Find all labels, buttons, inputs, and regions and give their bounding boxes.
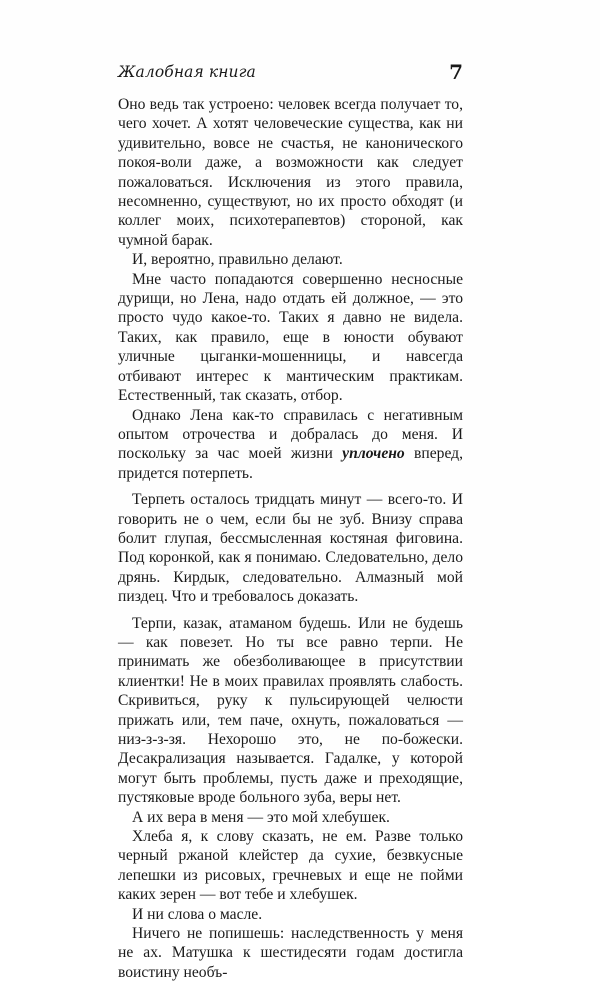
running-head [118,60,463,87]
paragraph: И, вероятно, правильно делают. [132,251,343,269]
paragraph-text: Однако Лена как-то справилась с негативным опытом отрочества и добралась до меня. И поскольку за час моей жизни [118,406,463,463]
paragraph: И ни слова о масле. [132,905,263,923]
paragraph: Оно ведь так устроено: человек всегда получает то, чего хочет. А хотят человеческие существа, как ни удивительно, вовсе не счастья, не канонического покоя-воли даже, а возможности как следует пожаловаться. Исключения из этого правила, несомненно, существуют, но их просто обходят (и коллег моих, психотерапевтов) стороной, как чумной барак. [118,96,463,249]
paragraph: Терпи, казак, атаманом будешь. Или не будешь — как повезет. Но ты все равно терпи. Не принимать же обезболивающее в присутствии клиентки! Не в моих правилах проявлять слабость. Скривиться, руку к пульсирующей челюсти прижать или, тем паче, охнуть, пожаловаться — низ-з-з-зя. Нехорошо это, не по-божески. Десакрализация называется. Гадалке, у которой могут быть проблемы, пусть даже и преходящие, пустяковые вроде больного зуба, веры нет. [118,614,463,807]
body-text [118,95,463,982]
paragraph: Хлеба я, к слову сказать, не ем. Разве только черный ржаной клейстер да сухие, безвкусные лепешки из рисовых, гречневых и еще не пойми каких зерен — вот тебе и хлебушек. [118,828,463,904]
emphasized-word: уплочено [342,445,405,463]
paragraph-with-emphasis [118,406,463,484]
page-number: 7 [449,60,463,84]
running-title: Жалобная книга [118,63,256,81]
paragraph: Мне часто попадаются совершенно несносные дурищи, но Лена, надо отдать ей должное, — это просто чудо какое-то. Таких я давно не видела. Таких, как правило, еще в юности обувают уличные цыганки-мошенницы, и навсегда отбивают интерес к мантическим практикам. Естественный, так сказать, отбор. [118,270,463,405]
paragraph: А их вера в меня — это мой хлебушек. [132,808,390,826]
paragraph-text: вперед, придется потерпеть. [118,445,463,482]
paragraph: Ничего не попишешь: наследственность у меня не ах. Матушка к шестидесяти годам достигла воистину необъ- [118,925,463,981]
paragraph: Терпеть осталось тридцать минут — всего-то. И говорить не о чем, если бы не зуб. Внизу справа болит глупая, бессмысленная костяная фиговина. Под коронкой, как я понимаю. Следовательно, дело дрянь. Кирдык, следовательно. Алмазный мой пиздец. Что и требовалось доказать. [118,491,463,606]
